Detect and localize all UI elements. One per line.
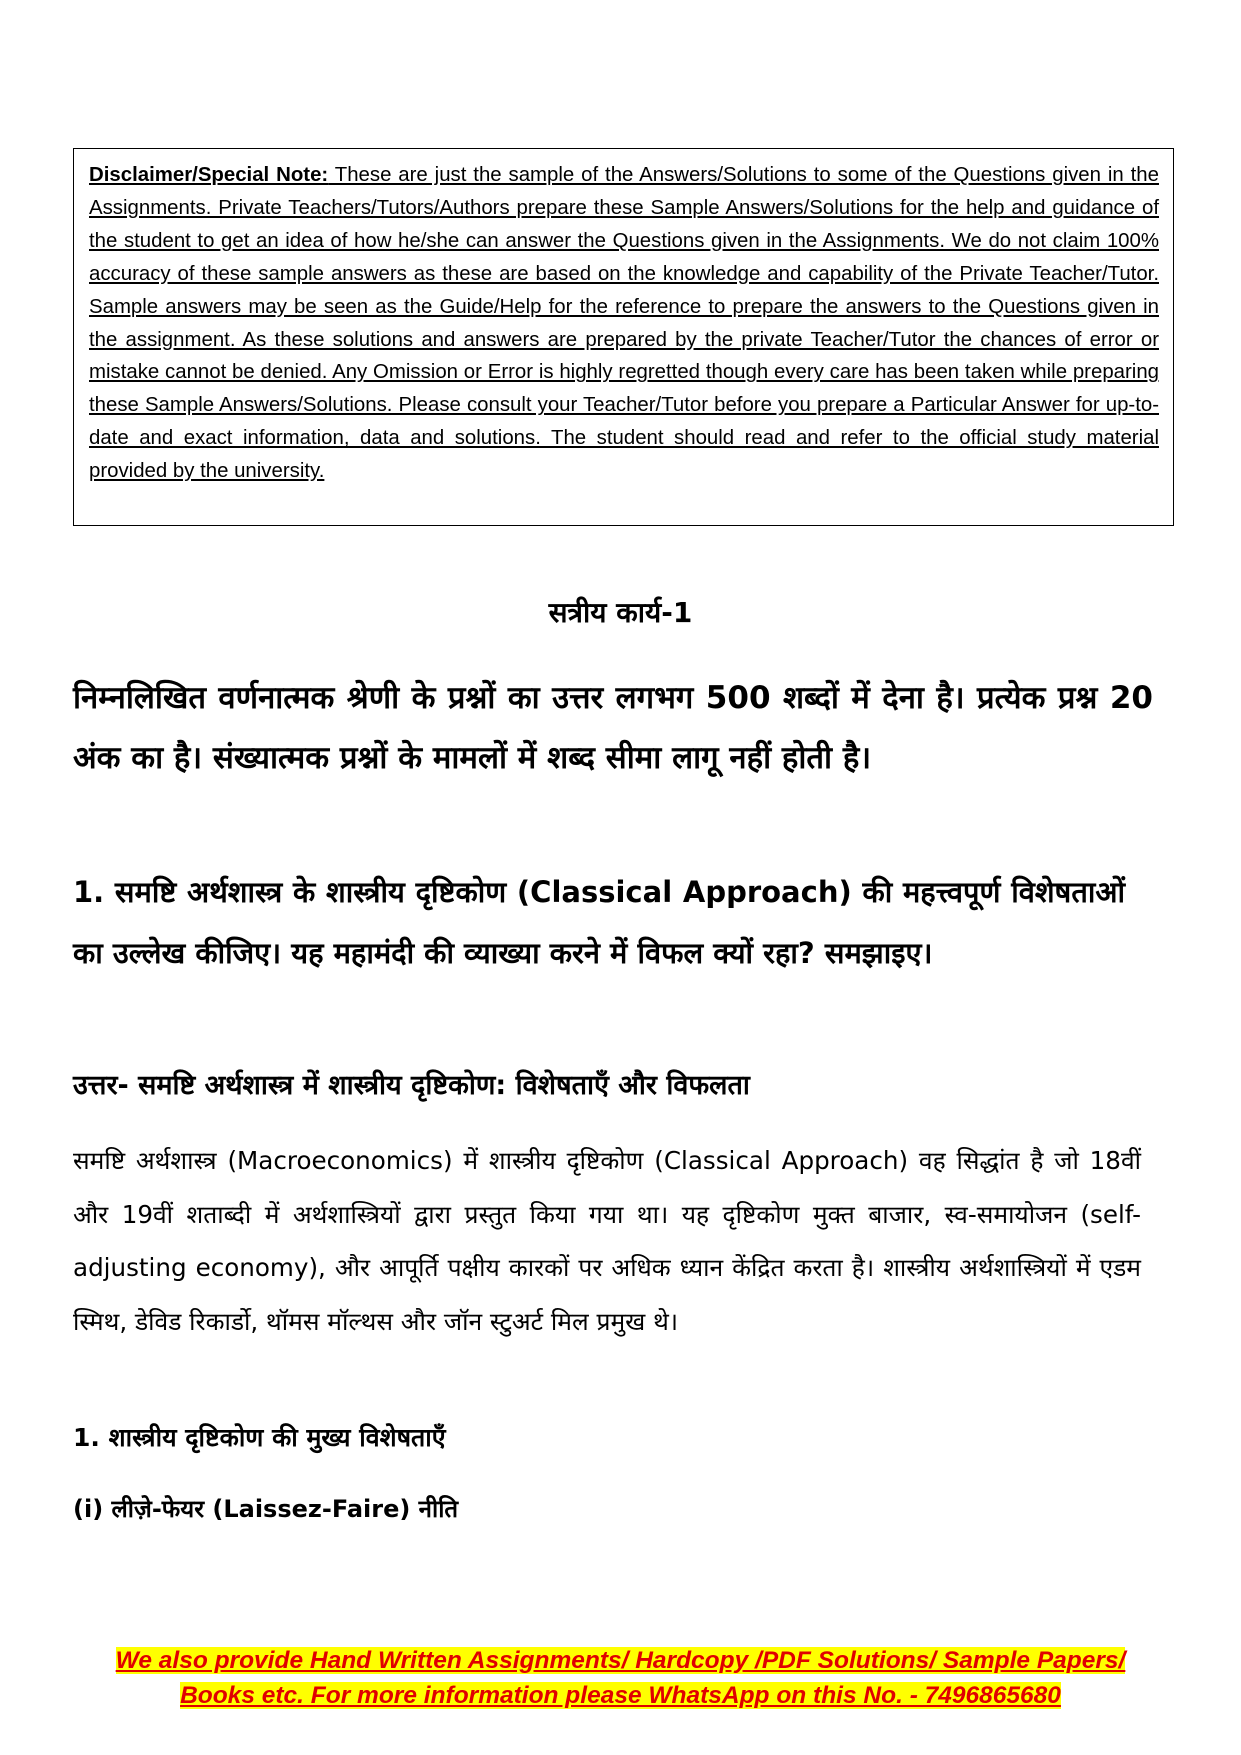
question-1: 1. समष्टि अर्थशास्त्र के शास्त्रीय दृष्टिकोण (Classical Approach) की महत्त्वपूर्ण विशेषताओं का उल्लेख कीजिए। यह महामंदी की व्याख्या करने में विफल क्यों रहा? समझाइए। <box>73 875 1125 970</box>
disclaimer-text <box>89 159 1159 488</box>
answer-heading: उत्तर- समष्टि अर्थशास्त्र में शास्त्रीय दृष्टिकोण: विशेषताएँ और विफलता <box>73 1070 750 1101</box>
disclaimer-box <box>73 148 1174 526</box>
instructions: निम्नलिखित वर्णनात्मक श्रेणी के प्रश्नों का उत्तर लगभग 500 शब्दों में देना है। प्रत्येक प्रश्न 20 अंक का है। संख्यात्मक प्रश्नों के मामलों में शब्द सीमा लागू नहीं होती है। <box>73 680 1153 776</box>
sub-sub-heading: (i) लीज़े-फेयर (Laissez-Faire) नीति <box>73 1495 459 1523</box>
promo-line-2: Books etc. For more information please WhatsApp on this No. - 7496865680 <box>180 1682 1061 1709</box>
sub-heading: 1. शास्त्रीय दृष्टिकोण की मुख्य विशेषताएँ <box>73 1423 446 1452</box>
promo-footer <box>0 1643 1241 1713</box>
promo-line-1: We also provide Hand Written Assignments/ Hardcopy /PDF Solutions/ Sample Papers/ <box>115 1647 1126 1674</box>
disclaimer-body: These are just the sample of the Answers/Solutions to some of the Questions given in the Assignments. Private Teachers/Tutors/Authors prepare these Sample Answers/Solutions for the help and guidance of the student to get an idea of how he/she can answer the Questions given in the Assignments. We do not claim 100% accuracy of these sample answers as these are based on the knowledge and capability of the Private Teacher/Tutor. Sample answers may be seen as the Guide/Help for the reference to prepare the answers to the Questions given in the assignment. As these solutions and answers are prepared by the private Teacher/Tutor the chances of error or mistake cannot be denied. Any Omission or Error is highly regretted though every care has been taken while preparing these Sample Answers/Solutions. Please consult your Teacher/Tutor before you prepare a Particular Answer for up-to-date and exact information, data and solutions. The student should read and refer to the official study material provided by the university. <box>89 164 1159 483</box>
section-title: सत्रीय कार्य-1 <box>548 596 693 629</box>
disclaimer-label: Disclaimer/Special Note: <box>89 164 329 186</box>
answer-paragraph: समष्टि अर्थशास्त्र (Macroeconomics) में शास्त्रीय दृष्टिकोण (Classical Approach) वह सिद्धांत है जो 18वीं और 19वीं शताब्दी में अर्थशास्त्रियों द्वारा प्रस्तुत किया गया था। यह दृष्टिकोण मुक्त बाजार, स्व-समायोजन (self-adjusting economy), और आपूर्ति पक्षीय कारकों पर अधिक ध्यान केंद्रित करता है। शास्त्रीय अर्थशास्त्रियों में एडम स्मिथ, डेविड रिकार्डो, थॉमस मॉल्थस और जॉन स्टुअर्ट मिल प्रमुख थे। <box>73 1146 1141 1336</box>
